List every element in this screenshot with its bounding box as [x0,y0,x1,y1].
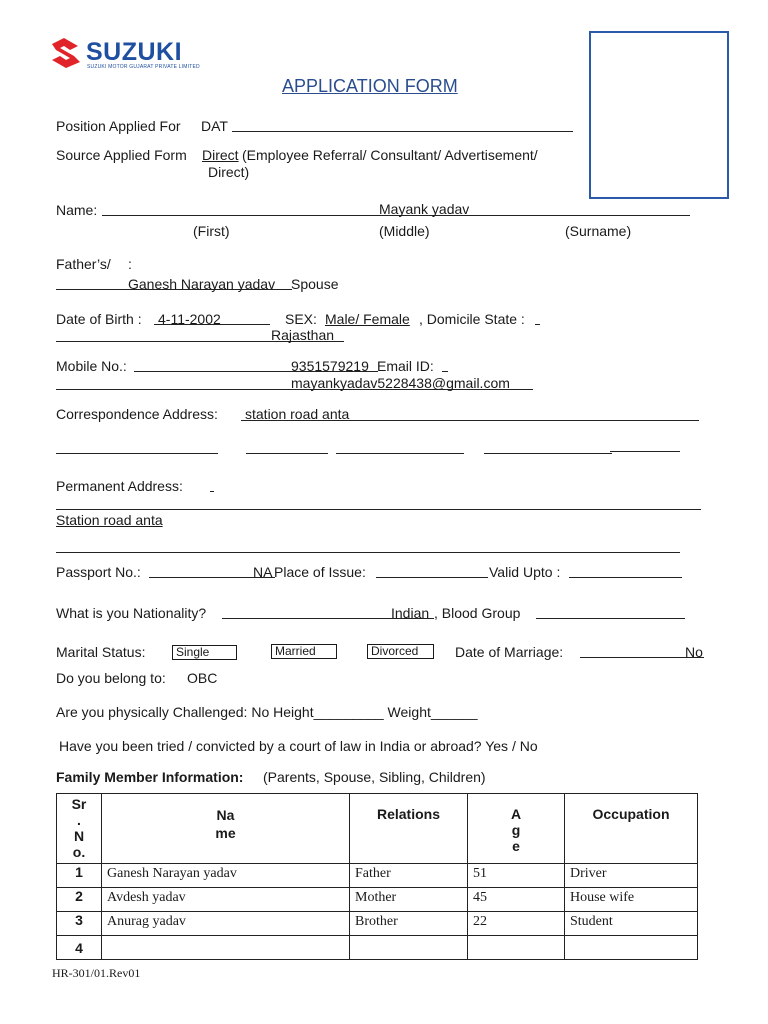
father-suffix: Spouse [291,276,339,292]
row-name[interactable]: Avdesh yadav [102,888,350,912]
name-value[interactable]: Mayank yadav [379,201,470,217]
domicile-label: , Domicile State : [419,311,525,327]
permanent-value[interactable]: Station road anta [56,512,163,528]
row-name[interactable] [102,936,350,960]
name-first-label: (First) [193,223,230,239]
row-name[interactable]: Ganesh Narayan yadav [102,864,350,888]
position-label: Position Applied For [56,118,181,134]
name-middle-label: (Middle) [379,223,430,239]
marital-single-checkbox[interactable]: Single [172,645,237,660]
father-label: Father’s/ [56,256,111,272]
row-sr: 4 [57,936,102,960]
date-of-marriage-value[interactable]: No [685,644,703,660]
row-sr: 3 [57,912,102,936]
suzuki-logo [50,36,210,74]
source-value[interactable]: Direct [202,147,239,163]
date-of-marriage-label: Date of Marriage: [455,644,564,660]
position-value[interactable]: DAT [201,118,228,134]
source-options: (Employee Referral/ Consultant/ Advertisement/ [242,147,538,163]
row-age[interactable]: 22 [468,912,565,936]
correspondence-label: Correspondence Address: [56,406,218,422]
family-subheading: (Parents, Spouse, Sibling, Children) [263,769,486,785]
family-table [56,793,698,960]
row-occupation[interactable]: Driver [565,864,698,888]
row-age[interactable]: 51 [468,864,565,888]
header-name: Na me [102,794,350,864]
family-header-row [57,794,698,864]
table-row [57,864,698,888]
name-surname-label: (Surname) [565,223,632,239]
email-value[interactable]: mayankyadav5228438@gmail.com [291,375,510,391]
family-heading: Family Member Information: [56,769,244,785]
domicile-value[interactable]: Rajasthan [271,327,335,343]
dob-value[interactable]: 4-11-2002 [158,311,221,327]
row-relation[interactable] [350,936,468,960]
place-of-issue-label: Place of Issue: [274,564,366,580]
physical-line: Are you physically Challenged: No Height_________ Weight______ [56,704,478,720]
source-label: Source Applied Form [56,147,187,163]
valid-upto-label: Valid Upto : [489,564,561,580]
row-relation[interactable]: Brother [350,912,468,936]
passport-label: Passport No.: [56,564,141,580]
blood-group-label: , Blood Group [434,605,521,621]
nationality-value[interactable]: Indian [391,605,430,621]
table-row [57,936,698,960]
marital-divorced-checkbox[interactable]: Divorced [367,644,434,659]
photo-box [589,31,729,199]
father-colon: : [128,256,132,272]
row-occupation[interactable]: Student [565,912,698,936]
belong-label: Do you belong to: [56,670,166,686]
source-options-2: Direct) [208,164,250,180]
logo-brand: SUZUKI [86,38,183,66]
row-occupation[interactable] [565,936,698,960]
dob-label: Date of Birth : [56,311,142,327]
mobile-value[interactable]: 9351579219 [291,358,369,374]
marital-married-checkbox[interactable]: Married [271,644,337,659]
table-row [57,912,698,936]
convicted-line: Have you been tried / convicted by a court of law in India or abroad? Yes / No [59,738,538,754]
permanent-label: Permanent Address: [56,478,183,494]
correspondence-value[interactable]: station road anta [245,406,350,422]
row-sr: 1 [57,864,102,888]
row-age[interactable] [468,936,565,960]
table-row [57,888,698,912]
sex-label: SEX: [285,311,317,327]
header-relation: Relations [350,794,468,864]
father-value[interactable]: Ganesh Narayan yadav [128,276,276,292]
nationality-label: What is you Nationality? [56,605,207,621]
header-age: A g e [468,794,565,864]
row-occupation[interactable]: House wife [565,888,698,912]
suzuki-s-icon [50,36,82,70]
mobile-label: Mobile No.: [56,358,127,374]
header-sr: Sr . N o. [57,794,102,864]
row-relation[interactable]: Mother [350,888,468,912]
form-title: APPLICATION FORM [282,76,458,96]
marital-label: Marital Status: [56,644,146,660]
header-occupation: Occupation [565,794,698,864]
row-age[interactable]: 45 [468,888,565,912]
passport-value[interactable]: NA [253,564,273,580]
name-label: Name: [56,202,98,218]
belong-value[interactable]: OBC [187,670,218,686]
email-label: Email ID: [377,358,434,374]
row-name[interactable]: Anurag yadav [102,912,350,936]
footer-code: HR-301/01.Rev01 [52,966,141,980]
logo-tagline: SUZUKI MOTOR GUJARAT PRIVATE LIMITED [87,64,200,70]
sex-value[interactable]: Male/ Female [325,311,410,327]
row-sr: 2 [57,888,102,912]
row-relation[interactable]: Father [350,864,468,888]
